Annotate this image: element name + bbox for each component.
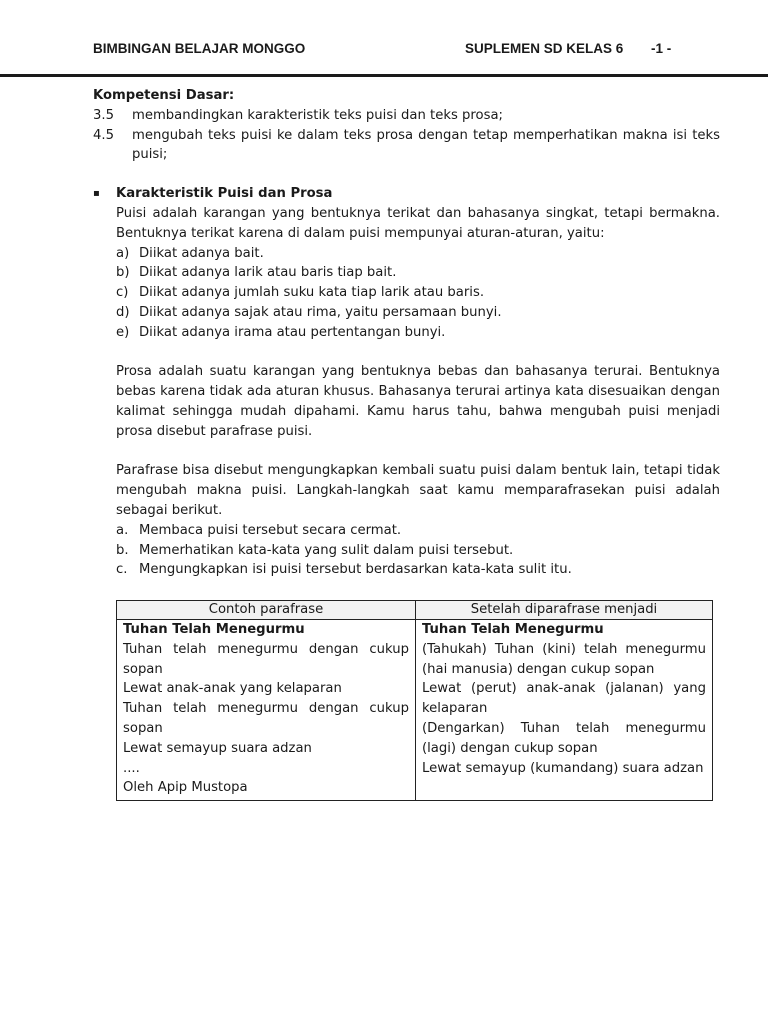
poem-title: Tuhan Telah Menegurmu bbox=[123, 622, 305, 637]
header-supplement: SUPLEMEN SD KELAS 6 bbox=[465, 41, 624, 56]
step-item bbox=[116, 541, 720, 561]
kd-item-text: mengubah teks puisi ke dalam teks prosa dengan tetap memperhatikan makna isi teks puisi; bbox=[132, 127, 720, 163]
kd-item-number: 4.5 bbox=[93, 127, 114, 143]
poem-line: Lewat semayup suara adzan bbox=[123, 740, 312, 756]
section-karakteristik bbox=[93, 184, 720, 580]
poem-line: Lewat anak-anak yang kelaparan bbox=[123, 681, 342, 697]
parafrase-paragraph: Parafrase bisa disebut mengungkapkan kembali suatu puisi dalam bentuk lain, tetapi tidak mengubah makna puisi. Langkah-langkah saat kamu memparafrasekan puisi adalah sebagai berikut. bbox=[116, 463, 720, 518]
list-item bbox=[116, 263, 720, 283]
step-text: Memerhatikan kata-kata yang sulit dalam puisi tersebut. bbox=[139, 542, 514, 558]
section-title: Karakteristik Puisi dan Prosa bbox=[116, 186, 333, 202]
paraphrase-table bbox=[116, 600, 713, 801]
paraphrase-line: (Tahukah) Tuhan (kini) telah menegurmu (hai manusia) dengan cukup sopan bbox=[422, 641, 706, 677]
bullet-icon: ▪ bbox=[93, 188, 100, 200]
poem-line: Tuhan telah menegurmu dengan cukup sopan bbox=[123, 641, 409, 677]
column-header: Contoh parafrase bbox=[117, 601, 416, 620]
poem-author: Oleh Apip Mustopa bbox=[123, 780, 248, 796]
original-poem-cell bbox=[117, 620, 416, 801]
header-page-number: -1 - bbox=[651, 41, 672, 56]
kd-title: Kompetensi Dasar: bbox=[93, 88, 235, 103]
list-text: Diikat adanya jumlah suku kata tiap larik atau baris. bbox=[139, 285, 485, 301]
kd-item-number: 3.5 bbox=[93, 107, 114, 123]
step-label: a. bbox=[116, 522, 129, 538]
list-item bbox=[116, 323, 720, 343]
step-text: Mengungkapkan isi puisi tersebut berdasarkan kata-kata sulit itu. bbox=[139, 562, 572, 578]
kd-item bbox=[93, 126, 720, 166]
list-item bbox=[116, 283, 720, 303]
kd-item-text: membandingkan karakteristik teks puisi dan teks prosa; bbox=[132, 107, 504, 123]
poem-title: Tuhan Telah Menegurmu bbox=[422, 622, 604, 637]
column-header: Setelah diparafrase menjadi bbox=[416, 601, 713, 620]
puisi-intro: Puisi adalah karangan yang bentuknya terikat dan bahasanya singkat, tetapi bermakna. Bentuknya terikat karena di dalam puisi mempunyai aturan-aturan, yaitu: bbox=[116, 205, 720, 241]
step-item bbox=[116, 521, 720, 541]
list-label: b) bbox=[116, 265, 130, 281]
list-item bbox=[116, 303, 720, 323]
step-item bbox=[116, 560, 720, 580]
step-label: b. bbox=[116, 542, 129, 558]
list-text: Diikat adanya larik atau baris tiap bait. bbox=[139, 265, 397, 281]
document-body bbox=[93, 86, 720, 580]
poem-line: .... bbox=[123, 760, 140, 776]
list-label: a) bbox=[116, 245, 130, 261]
paraphrase-line: (Dengarkan) Tuhan telah menegurmu (lagi) dengan cukup sopan bbox=[422, 720, 706, 756]
header-rule bbox=[0, 74, 768, 77]
paraphrased-cell bbox=[416, 620, 713, 801]
list-text: Diikat adanya bait. bbox=[139, 245, 264, 261]
table-row bbox=[117, 620, 713, 801]
list-label: e) bbox=[116, 324, 130, 340]
list-text: Diikat adanya sajak atau rima, yaitu persamaan bunyi. bbox=[139, 304, 502, 320]
prosa-paragraph: Prosa adalah suatu karangan yang bentuknya bebas dan bahasanya terurai. Bentuknya bebas karena tidak ada aturan khusus. Bahasanya terurai artinya kata disesuaikan dengan kalimat sehingga mudah dipahami. Kamu harus tahu, bahwa mengubah puisi menjadi prosa disebut parafrase puisi. bbox=[116, 364, 720, 439]
list-label: c) bbox=[116, 285, 129, 301]
list-text: Diikat adanya irama atau pertentangan bunyi. bbox=[139, 324, 446, 340]
step-label: c. bbox=[116, 562, 128, 578]
step-text: Membaca puisi tersebut secara cermat. bbox=[139, 522, 402, 538]
paraphrase-line: Lewat (perut) anak-anak (jalanan) yang kelaparan bbox=[422, 681, 706, 717]
page-header bbox=[93, 41, 713, 59]
list-item bbox=[116, 244, 720, 264]
header-publisher: BIMBINGAN BELAJAR MONGGO bbox=[93, 41, 306, 56]
table-header-row bbox=[117, 601, 713, 620]
paraphrase-line: Lewat semayup (kumandang) suara adzan bbox=[422, 760, 704, 776]
list-label: d) bbox=[116, 304, 130, 320]
poem-line: Tuhan telah menegurmu dengan cukup sopan bbox=[123, 701, 409, 736]
kd-item bbox=[93, 106, 720, 126]
